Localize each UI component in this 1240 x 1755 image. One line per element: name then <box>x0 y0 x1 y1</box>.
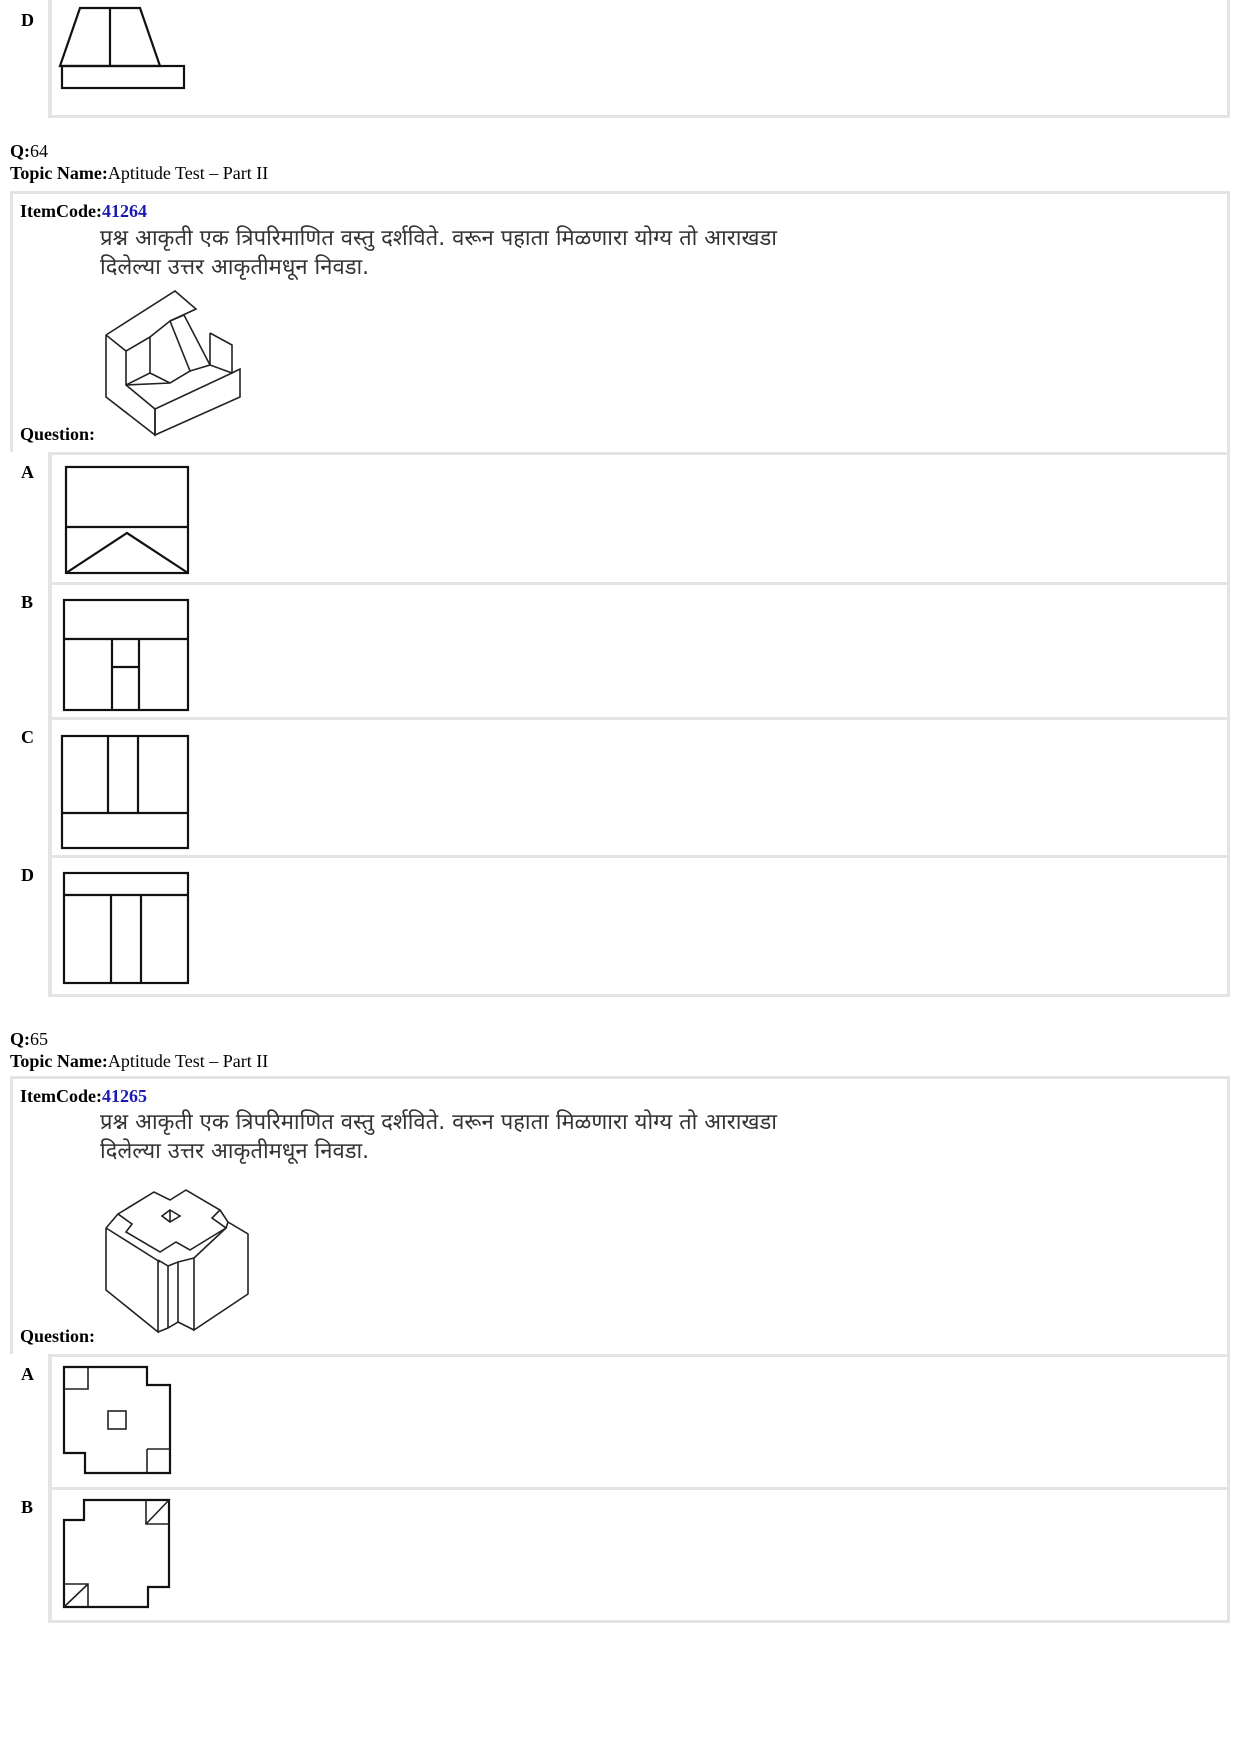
question-number: 64 <box>30 141 48 161</box>
question-label-64: Question: <box>20 424 96 444</box>
question-figure-65 <box>100 1170 260 1340</box>
prev-option-d[interactable] <box>10 0 1230 118</box>
option-d-figure <box>52 0 252 110</box>
question-text-65: प्रश्न आकृती एक त्रिपरिमाणित वस्तु दर्शविते. वरून पहाता मिळणारा योग्य तो आराखडा दिलेल्या उत्तर आकृतीमधून निवडा. <box>100 1110 777 1164</box>
option-label: B <box>21 1497 34 1517</box>
item-code-65: ItemCode:41265 <box>20 1086 147 1106</box>
question-header-65: Q:65 Topic Name:Aptitude Test – Part II <box>10 1029 269 1071</box>
option-label: A <box>21 462 34 482</box>
option-d-64[interactable] <box>10 855 1230 997</box>
option-a-figure <box>52 455 252 585</box>
option-a-64[interactable] <box>10 452 1230 585</box>
question-text-64: प्रश्न आकृती एक त्रिपरिमाणित वस्तु दर्शविते. वरून पहाता मिळणारा योग्य तो आराखडा दिलेल्या उत्तर आकृतीमधून निवडा. <box>100 226 777 280</box>
option-b-figure <box>52 1490 252 1620</box>
option-b-64[interactable] <box>10 582 1230 720</box>
option-c-64[interactable] <box>10 717 1230 858</box>
option-d-figure <box>52 858 252 993</box>
option-c-figure <box>52 720 252 855</box>
question-number: 65 <box>30 1029 48 1049</box>
question-label-65: Question: <box>20 1326 96 1346</box>
option-label: D <box>21 10 34 30</box>
option-label: D <box>21 865 34 885</box>
option-a-figure <box>52 1357 252 1487</box>
option-b-figure <box>52 585 252 715</box>
topic-name: Aptitude Test – Part II <box>107 163 269 183</box>
option-a-65[interactable] <box>10 1354 1230 1490</box>
option-label: C <box>21 727 34 747</box>
topic-name: Aptitude Test – Part II <box>107 1051 269 1071</box>
item-code-64: ItemCode:41264 <box>20 201 147 221</box>
question-figure-64 <box>100 285 250 445</box>
question-header-64: Q:64 Topic Name:Aptitude Test – Part II <box>10 141 269 183</box>
option-b-65[interactable] <box>10 1487 1230 1623</box>
option-label: B <box>21 592 34 612</box>
option-label: A <box>21 1364 34 1384</box>
